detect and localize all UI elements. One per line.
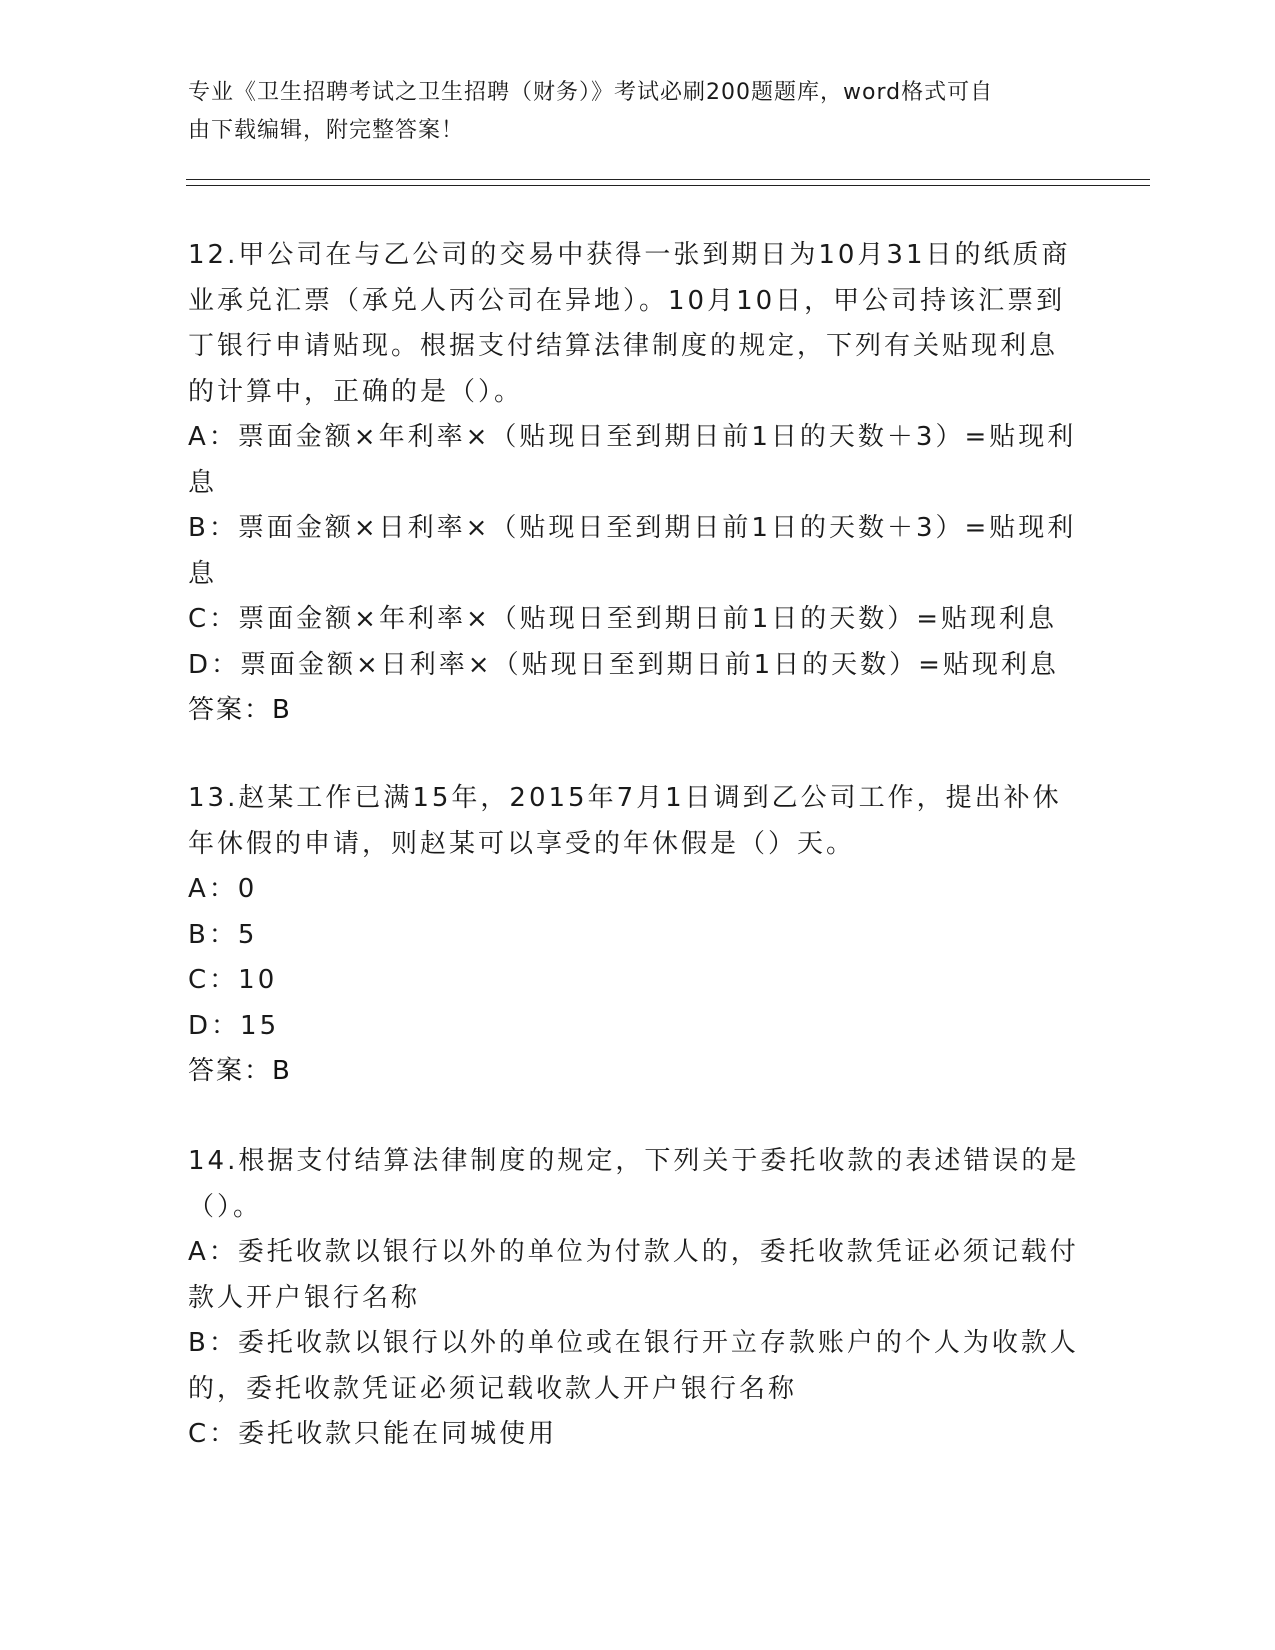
question-stem-line: 丁银行申请贴现。根据支付结算法律制度的规定，下列有关贴现利息 — [188, 331, 1059, 361]
header-note — [188, 74, 1068, 150]
question-stem-line: 的计算中，正确的是（）。 — [188, 376, 524, 407]
question-stem-line: 14.根据支付结算法律制度的规定，下列关于委托收款的表述错误的是 — [188, 1146, 1080, 1176]
header-line-1: 专业《卫生招聘考试之卫生招聘（财务）》考试必刷200题题库，word格式可自 — [188, 80, 994, 105]
option-c: C：10 — [188, 965, 278, 995]
question-14 — [188, 1139, 1088, 1458]
answer-label: 答案：B — [188, 1056, 292, 1086]
option-d: D：票面金额×日利率×（贴现日至到期日前1日的天数）=贴现利息 — [188, 649, 1059, 680]
header-divider-top — [186, 179, 1150, 180]
option-b-continued: 息 — [188, 558, 218, 589]
option-b-continued: 的，委托收款凭证必须记载收款人开户银行名称 — [188, 1373, 798, 1404]
option-b: B：票面金额×日利率×（贴现日至到期日前1日的天数＋3）=贴现利 — [188, 513, 1077, 543]
option-b: B：委托收款以银行以外的单位或在银行开立存款账户的个人为收款人 — [188, 1328, 1079, 1358]
option-a-continued: 款人开户银行名称 — [188, 1282, 421, 1313]
question-stem-line: 12.甲公司在与乙公司的交易中获得一张到期日为10月31日的纸质商 — [188, 240, 1071, 270]
question-stem-line: 年休假的申请，则赵某可以享受的年休假是（）天。 — [188, 828, 856, 859]
answer-label: 答案：B — [188, 695, 292, 725]
question-12 — [188, 233, 1088, 734]
option-b: B：5 — [188, 919, 258, 950]
option-a: A：0 — [188, 874, 258, 904]
option-d: D：15 — [188, 1010, 280, 1041]
option-a-continued: 息 — [188, 467, 218, 498]
option-a: A：委托收款以银行以外的单位为付款人的，委托收款凭证必须记载付 — [188, 1237, 1079, 1267]
question-stem-line: （）。 — [188, 1191, 263, 1222]
header-line-2: 由下载编辑，附完整答案！ — [188, 118, 465, 143]
option-c: C：票面金额×年利率×（贴现日至到期日前1日的天数）=贴现利息 — [188, 604, 1058, 634]
question-stem-line: 13.赵某工作已满15年，2015年7月1日调到乙公司工作，提出补休 — [188, 783, 1062, 813]
question-stem-line: 业承兑汇票（承兑人丙公司在异地）。10月10日，甲公司持该汇票到 — [188, 285, 1066, 316]
option-a: A：票面金额×年利率×（贴现日至到期日前1日的天数＋3）=贴现利 — [188, 422, 1077, 452]
header-divider-bottom — [186, 185, 1150, 186]
option-c: C：委托收款只能在同城使用 — [188, 1419, 558, 1449]
question-13 — [188, 776, 1088, 1095]
